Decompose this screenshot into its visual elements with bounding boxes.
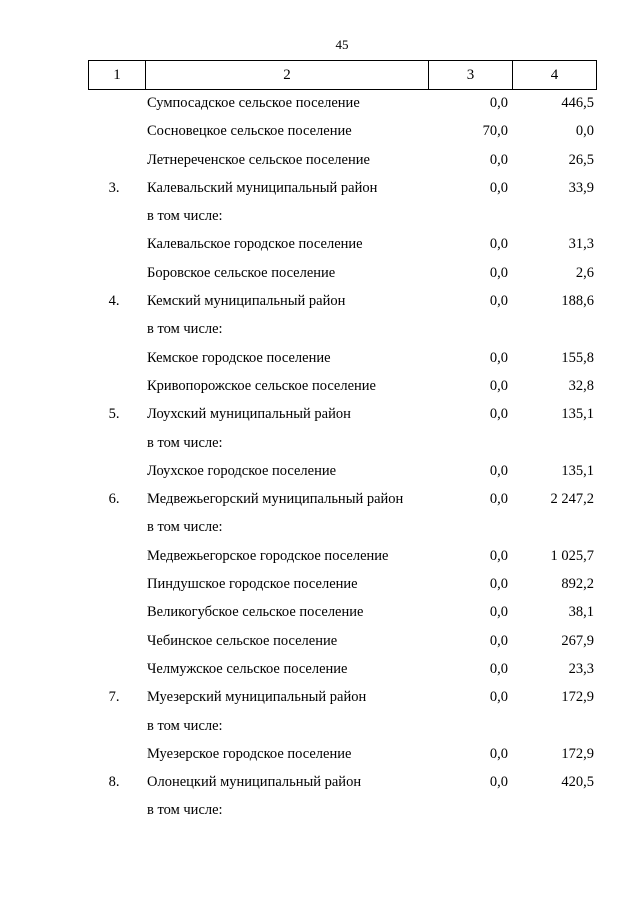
row-value-col4: 31,3: [568, 236, 594, 253]
row-value-col3: 0,0: [489, 236, 508, 253]
row-value-col3: 0,0: [489, 547, 508, 564]
row-value-col3: 0,0: [489, 774, 508, 791]
row-name: Летнереченское сельское поселение: [147, 151, 370, 168]
table-row: [88, 373, 596, 401]
row-name: Лоухский муниципальный район: [147, 406, 351, 423]
row-value-col3: 0,0: [489, 179, 508, 196]
row-value-col3: 0,0: [489, 632, 508, 649]
table-row: [88, 514, 596, 542]
row-value-col3: 0,0: [489, 264, 508, 281]
table-row: [88, 430, 596, 458]
header-row: [89, 61, 597, 90]
header-col-2: 2: [146, 61, 429, 90]
row-name: Олонецкий муниципальный район: [147, 774, 362, 791]
row-number: 7.: [108, 689, 120, 706]
table-row: [88, 656, 596, 684]
row-value-col3: 0,0: [489, 689, 508, 706]
row-value-col4: 188,6: [561, 293, 594, 310]
table-row: [88, 118, 596, 146]
table-row: [88, 231, 596, 259]
row-value-col4: 155,8: [561, 349, 594, 366]
row-value-col4: 1 025,7: [550, 547, 594, 564]
row-value-col3: 0,0: [489, 95, 508, 111]
table-row: [88, 628, 596, 656]
row-value-col3: 0,0: [489, 745, 508, 762]
table-row: [88, 741, 596, 769]
row-name: в том числе:: [147, 717, 223, 734]
row-name: Великогубское сельское поселение: [147, 604, 364, 621]
row-value-col4: 2,6: [575, 264, 594, 281]
row-value-col3: 0,0: [489, 151, 508, 168]
header-col-3: 3: [429, 61, 513, 90]
table-row: [88, 401, 596, 429]
row-number: 5.: [108, 406, 120, 423]
row-name: в том числе:: [147, 208, 223, 225]
row-name: Чебинское сельское поселение: [147, 632, 338, 649]
row-name: Кемское городское поселение: [147, 349, 331, 366]
row-name: Сосновецкое сельское поселение: [147, 123, 352, 140]
table-row: [88, 288, 596, 316]
table-row: [88, 543, 596, 571]
row-value-col4: 420,5: [561, 774, 594, 791]
table-row: [88, 769, 596, 797]
row-name: Калевальский муниципальный район: [147, 179, 378, 196]
row-name: в том числе:: [147, 519, 223, 536]
row-value-col4: 267,9: [561, 632, 594, 649]
table-header: [88, 60, 597, 90]
table-row: [88, 147, 596, 175]
row-value-col4: 32,8: [568, 377, 594, 394]
table-row: [88, 458, 596, 486]
table-row: [88, 175, 596, 203]
table-row: [88, 203, 596, 231]
row-value-col4: 172,9: [561, 745, 594, 762]
row-value-col4: 23,3: [568, 660, 594, 677]
row-name: Медвежьегорский муниципальный район: [147, 491, 404, 508]
row-value-col4: 135,1: [561, 406, 594, 423]
table-row: [88, 90, 596, 118]
row-name: Медвежьегорское городское поселение: [147, 547, 389, 564]
row-number: 6.: [108, 491, 120, 508]
row-name: Муезерское городское поселение: [147, 745, 352, 762]
row-name: Боровское сельское поселение: [147, 264, 336, 281]
row-value-col4: 38,1: [568, 604, 594, 621]
row-number: 4.: [108, 293, 120, 310]
row-name: Пиндушское городское поселение: [147, 576, 358, 593]
row-value-col3: 0,0: [489, 604, 508, 621]
row-value-col3: 0,0: [489, 293, 508, 310]
table-row: [88, 345, 596, 373]
row-value-col3: 0,0: [489, 491, 508, 508]
table-row: [88, 797, 596, 825]
row-name: в том числе:: [147, 434, 223, 451]
row-value-col4: 892,2: [561, 576, 594, 593]
row-name: Муезерский муниципальный район: [147, 689, 367, 706]
row-value-col4: 33,9: [568, 179, 594, 196]
row-value-col3: 0,0: [489, 349, 508, 366]
row-name: Кривопорожское сельское поселение: [147, 377, 376, 394]
row-value-col4: 446,5: [561, 95, 594, 111]
table-body: [88, 90, 596, 826]
row-value-col4: 172,9: [561, 689, 594, 706]
table-row: [88, 260, 596, 288]
row-name: Калевальское городское поселение: [147, 236, 363, 253]
row-number: 8.: [108, 774, 120, 791]
row-name: Лоухское городское поселение: [147, 462, 337, 479]
row-value-col4: 26,5: [568, 151, 594, 168]
row-name: Сумпосадское сельское поселение: [147, 95, 360, 111]
row-value-col3: 70,0: [482, 123, 508, 140]
table-row: [88, 486, 596, 514]
table-row: [88, 599, 596, 627]
table-row: [88, 713, 596, 741]
header-col-1: 1: [89, 61, 146, 90]
row-value-col3: 0,0: [489, 660, 508, 677]
row-value-col4: 0,0: [575, 123, 594, 140]
row-value-col4: 135,1: [561, 462, 594, 479]
row-name: Челмужское сельское поселение: [147, 660, 348, 677]
table-row: [88, 684, 596, 712]
header-col-4: 4: [513, 61, 597, 90]
row-value-col3: 0,0: [489, 576, 508, 593]
page-number: 45: [335, 37, 349, 52]
row-value-col3: 0,0: [489, 377, 508, 394]
row-number: 3.: [108, 179, 120, 196]
table-row: [88, 571, 596, 599]
row-value-col3: 0,0: [489, 462, 508, 479]
row-name: в том числе:: [147, 321, 223, 338]
table-row: [88, 316, 596, 344]
row-value-col3: 0,0: [489, 406, 508, 423]
row-name: Кемский муниципальный район: [147, 293, 346, 310]
row-name: в том числе:: [147, 802, 223, 819]
row-value-col4: 2 247,2: [550, 491, 594, 508]
